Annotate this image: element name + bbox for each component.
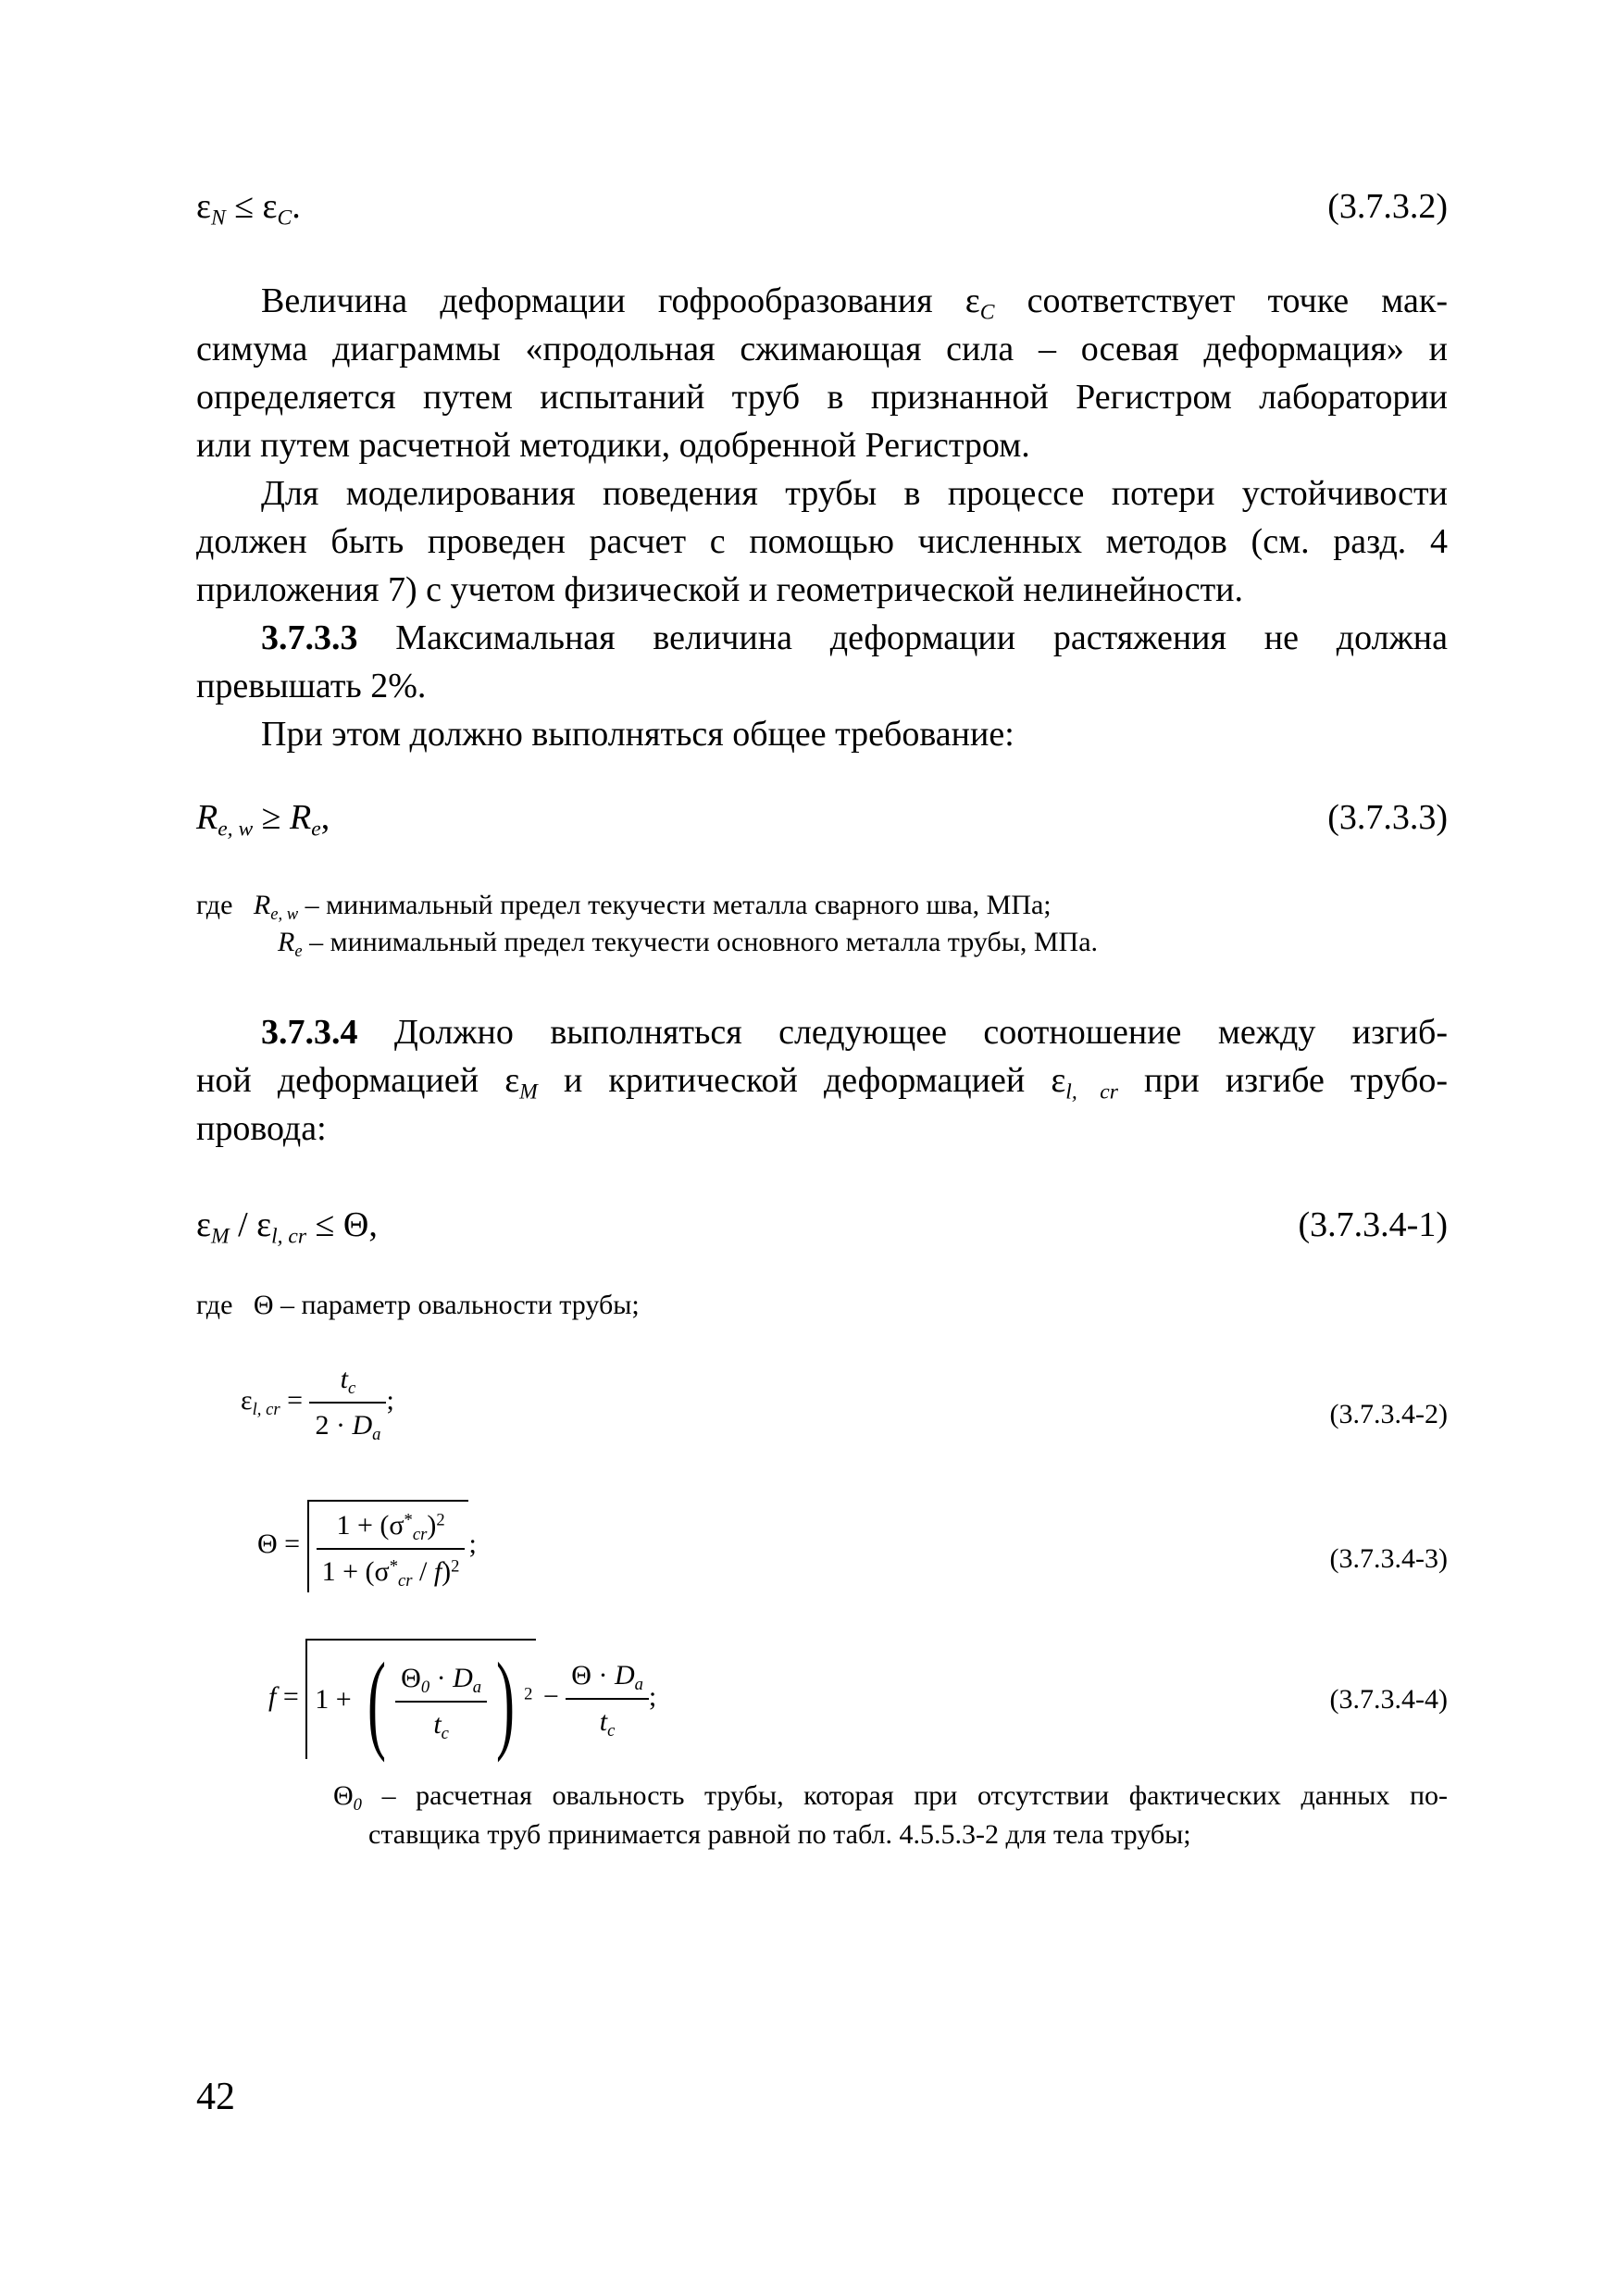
- paragraph-line: Для моделирования поведения трубы в процессе потери устойчивости: [261, 474, 1448, 513]
- formula-3-7-3-3: $R_{e, w} \ge R_e$,: [196, 798, 330, 842]
- paragraph-line: При этом должно выполняться общее требование:: [261, 715, 1014, 754]
- square-root: [307, 1500, 469, 1592]
- page-number: 42: [196, 2076, 235, 2118]
- fraction: $\frac{t_c}{2 \cdot D_a}$: [309, 1361, 386, 1444]
- equation-number: (3.7.3.4-1): [1298, 1205, 1448, 1244]
- section-3-7-3-4: 3.7.3.4 Должно выполняться следующее соотношение между изгиб-: [261, 1013, 1449, 1052]
- paragraph-line: должен быть проведен расчет с помощью численных методов (см. разд. 4: [196, 522, 1448, 561]
- formula-3-7-3-4-3: Θ = $\frac{1 + (\sigma^*_{cr})^2}{1 + (\sigma^*_{cr} / f)^2}$ ;: [257, 1500, 477, 1592]
- paragraph-line: симума диаграммы «продольная сжимающая сила – осевая деформация» и: [196, 330, 1448, 368]
- equation-number: (3.7.3.4-2): [1329, 1399, 1448, 1429]
- square-root: 1 + ( $\frac{\Theta_0 \cdot D_a}{t_c}$ ) $^2$: [305, 1639, 536, 1759]
- paragraph-line: или путем расчетной методики, одобренной Регистром.: [196, 426, 1030, 465]
- fraction: $\frac{\Theta \cdot D_a}{t_c}$: [566, 1657, 649, 1741]
- section-3-7-3-3: 3.7.3.3 Максимальная величина деформации растяжения не должна: [261, 618, 1449, 657]
- equation-number: (3.7.3.2): [1327, 187, 1448, 226]
- paragraph-line: Величина деформации гофрообразования $\varepsilon_C$ соответствует точке мак-: [261, 281, 1449, 325]
- paragraph-line: провода:: [196, 1109, 327, 1148]
- formula-3-7-3-4-4: f = 1 + ( $\frac{\Theta_0 \cdot D_a}{t_c}$ ) $^2$ − $\frac{\Theta \cdot D_a}{t_c}$ ;: [268, 1640, 657, 1763]
- fraction: $\frac{\Theta_0 \cdot D_a}{t_c}$: [395, 1660, 487, 1743]
- where-definition: $R_e$ – минимальный предел текучести основного металла трубы, МПа.: [278, 927, 1099, 961]
- formula-3-7-3-4-2: $\varepsilon_{l, cr}$ = $\frac{t_c}{2 \cdot D_a}$ ;: [241, 1361, 394, 1444]
- where-definition: где $R_{e, w}$ – минимальный предел текучести металла сварного шва, МПа;: [196, 890, 1052, 924]
- section-number: 3.7.3.4: [261, 1013, 358, 1052]
- paragraph-line: определяется путем испытаний труб в признанной Регистром лаборатории: [196, 378, 1448, 417]
- equation-number: (3.7.3.4-4): [1329, 1684, 1448, 1715]
- theta0-definition-cont: ставщика труб принимается равной по табл. 4.5.5.3-2 для тела трубы;: [368, 1819, 1191, 1850]
- fraction: $\frac{1 + (\sigma^*_{cr})^2}{1 + (\sigma^*_{cr} / f)^2}$: [317, 1507, 466, 1591]
- equation-number: (3.7.3.3): [1327, 798, 1448, 837]
- equation-number: (3.7.3.4-3): [1329, 1543, 1448, 1574]
- section-number: 3.7.3.3: [261, 618, 358, 657]
- theta0-definition: $\Theta_0$ – расчетная овальность трубы, которая при отсутствии фактических данных по-: [333, 1780, 1448, 1815]
- paragraph-line: приложения 7) с учетом физической и геометрической нелинейности.: [196, 570, 1244, 609]
- where-definition: где Θ – параметр овальности трубы;: [196, 1290, 640, 1320]
- paragraph-line: ной деформацией $\varepsilon_M$ и критической деформацией $\varepsilon_{l, cr}$ при изгибе трубо-: [196, 1061, 1449, 1104]
- formula-3-7-3-4-1: $\varepsilon_M / \varepsilon_{l, cr} \le \Theta$,: [196, 1205, 378, 1249]
- formula-3-7-3-2: $\varepsilon_N \le \varepsilon_C$.: [196, 187, 301, 231]
- paragraph-line: превышать 2%.: [196, 667, 427, 705]
